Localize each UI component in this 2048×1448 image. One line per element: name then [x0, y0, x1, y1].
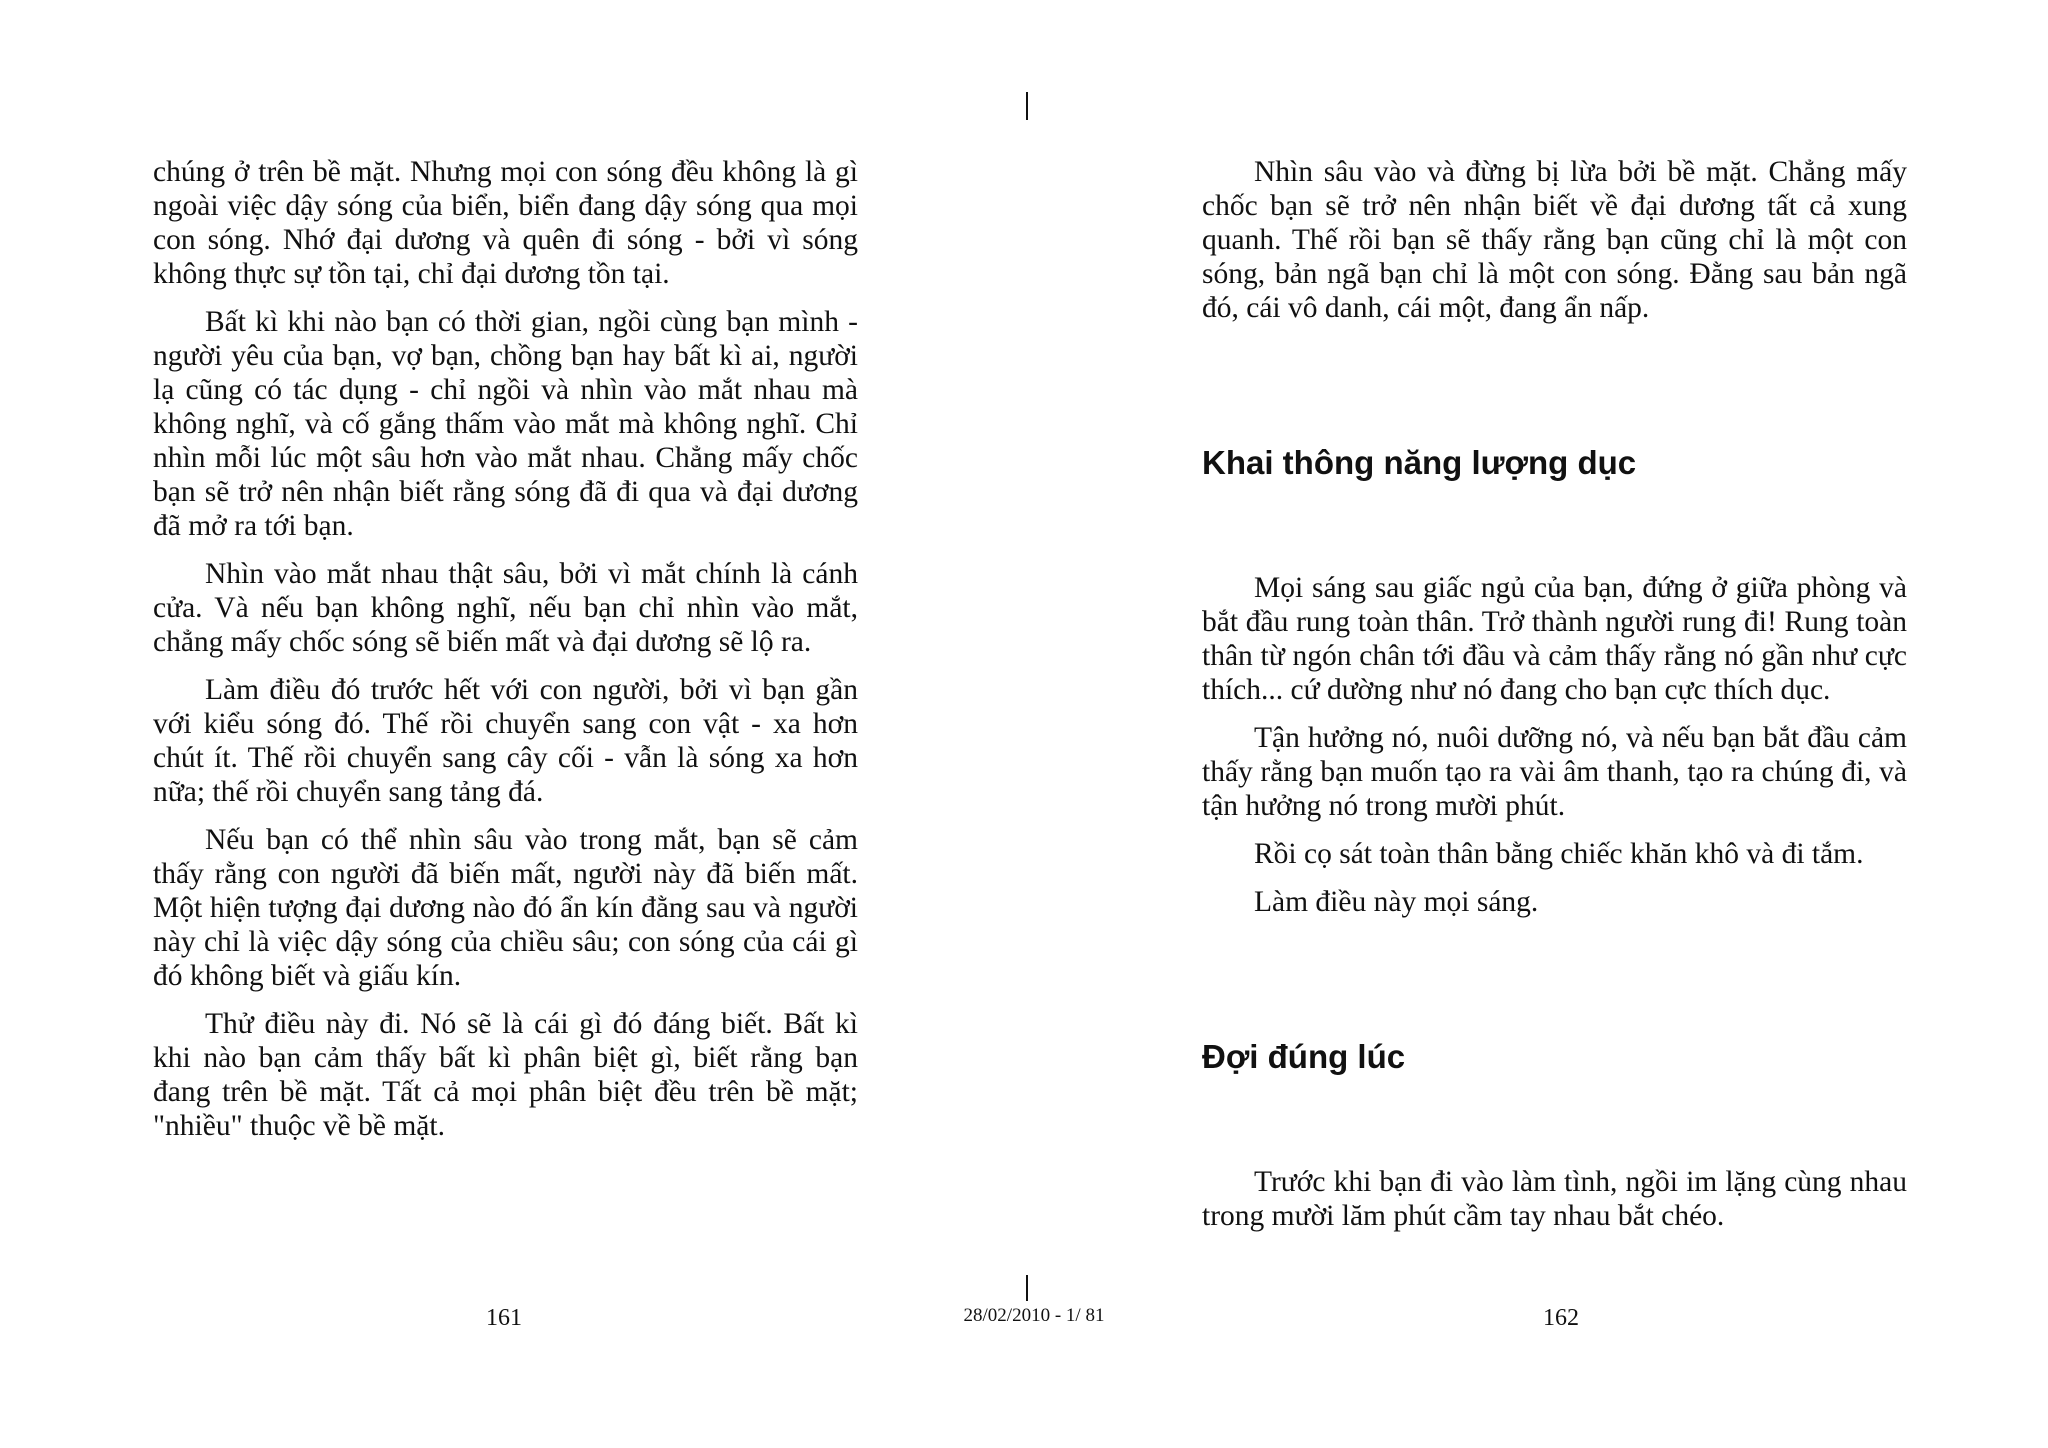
left-paragraph-6: Thử điều này đi. Nó sẽ là cái gì đó đáng biết. Bất kì khi nào bạn cảm thấy bất kì phân biệt gì, biết rằng bạn đang trên bề mặt. Tất cả mọi phân biệt đều trên bề mặt; "nhiều" thuộc về bề mặt. [153, 1008, 858, 1142]
left-paragraph-1: chúng ở trên bề mặt. Nhưng mọi con sóng đều không là gì ngoài việc dậy sóng của biển, biển đang dậy sóng qua mọi con sóng. Nhớ đại dương và quên đi sóng - bởi vì sóng không thực sự tồn tại, chỉ đại dương tồn tại. [153, 156, 858, 290]
footer-date-label: 28/02/2010 - 1/ 81 [963, 1305, 1105, 1326]
section-heading-waiting: Đợi đúng lúc [1202, 1038, 1406, 1075]
left-paragraph-5: Nếu bạn có thể nhìn sâu vào trong mắt, bạn sẽ cảm thấy rằng con người đã biến mất, người này đã biến mất. Một hiện tượng đại dương nào đó ẩn kín đằng sau và người này chỉ là việc dậy sóng của chiều sâu; con sóng của cái gì đó không biết và giấu kín. [153, 824, 858, 992]
section-1-paragraph-2: Tận hưởng nó, nuôi dưỡng nó, và nếu bạn bắt đầu cảm thấy rằng bạn muốn tạo ra vài âm thanh, tạo ra chúng đi, và tận hưởng nó trong mười phút. [1202, 722, 1907, 822]
right-page [1202, 155, 1907, 1247]
center-fold-mark-top [1026, 92, 1028, 120]
center-fold-mark-bottom [1026, 1275, 1028, 1301]
section-1-paragraph-3: Rồi cọ sát toàn thân bằng chiếc khăn khô và đi tắm. [1254, 838, 1864, 870]
section-heading-sexual-energy: Khai thông năng lượng dục [1202, 444, 1637, 481]
left-paragraph-4: Làm điều đó trước hết với con người, bởi vì bạn gần với kiểu sóng đó. Thế rồi chuyển sang con vật - xa hơn chút ít. Thế rồi chuyển sang cây cối - vẫn là sóng xa hơn nữa; thế rồi chuyển sang tảng đá. [153, 674, 858, 808]
section-1-paragraph-4: Làm điều này mọi sáng. [1254, 886, 1539, 918]
left-page [153, 155, 858, 1157]
section-2-paragraph-1: Trước khi bạn đi vào làm tình, ngồi im lặng cùng nhau trong mười lăm phút cầm tay nhau bắt chéo. [1202, 1166, 1907, 1232]
left-paragraph-3: Nhìn vào mắt nhau thật sâu, bởi vì mắt chính là cánh cửa. Và nếu bạn không nghĩ, nếu bạn chỉ nhìn vào mắt, chẳng mấy chốc sóng sẽ biến mất và đại dương sẽ lộ ra. [153, 558, 858, 658]
left-paragraph-2: Bất kì khi nào bạn có thời gian, ngồi cùng bạn mình - người yêu của bạn, vợ bạn, chồng bạn hay bất kì ai, người lạ cũng có tác dụng - chỉ ngồi và nhìn vào mắt nhau mà không nghĩ, và cố gắng thấm vào mắt mà không nghĩ. Chỉ nhìn mỗi lúc một sâu hơn vào mắt nhau. Chẳng mấy chốc bạn sẽ trở nên nhận biết rằng sóng đã đi qua và đại dương đã mở ra tới bạn. [153, 306, 858, 542]
page-number-right: 162 [1543, 1305, 1579, 1331]
page-number-left: 161 [486, 1305, 522, 1331]
section-1-paragraph-1: Mọi sáng sau giấc ngủ của bạn, đứng ở giữa phòng và bắt đầu rung toàn thân. Trở thành người rung đi! Rung toàn thân từ ngón chân tới đầu và cảm thấy rằng nó gần như cực thích... cứ dường như nó đang cho bạn cực thích dục. [1202, 572, 1907, 706]
right-intro-paragraph: Nhìn sâu vào và đừng bị lừa bởi bề mặt. Chẳng mấy chốc bạn sẽ trở nên nhận biết về đại dương tất cả xung quanh. Thế rồi bạn sẽ thấy rằng bạn cũng chỉ là một con sóng, bản ngã bạn chỉ là một con sóng. Đằng sau bản ngã đó, cái vô danh, cái một, đang ẩn nấp. [1202, 156, 1907, 324]
